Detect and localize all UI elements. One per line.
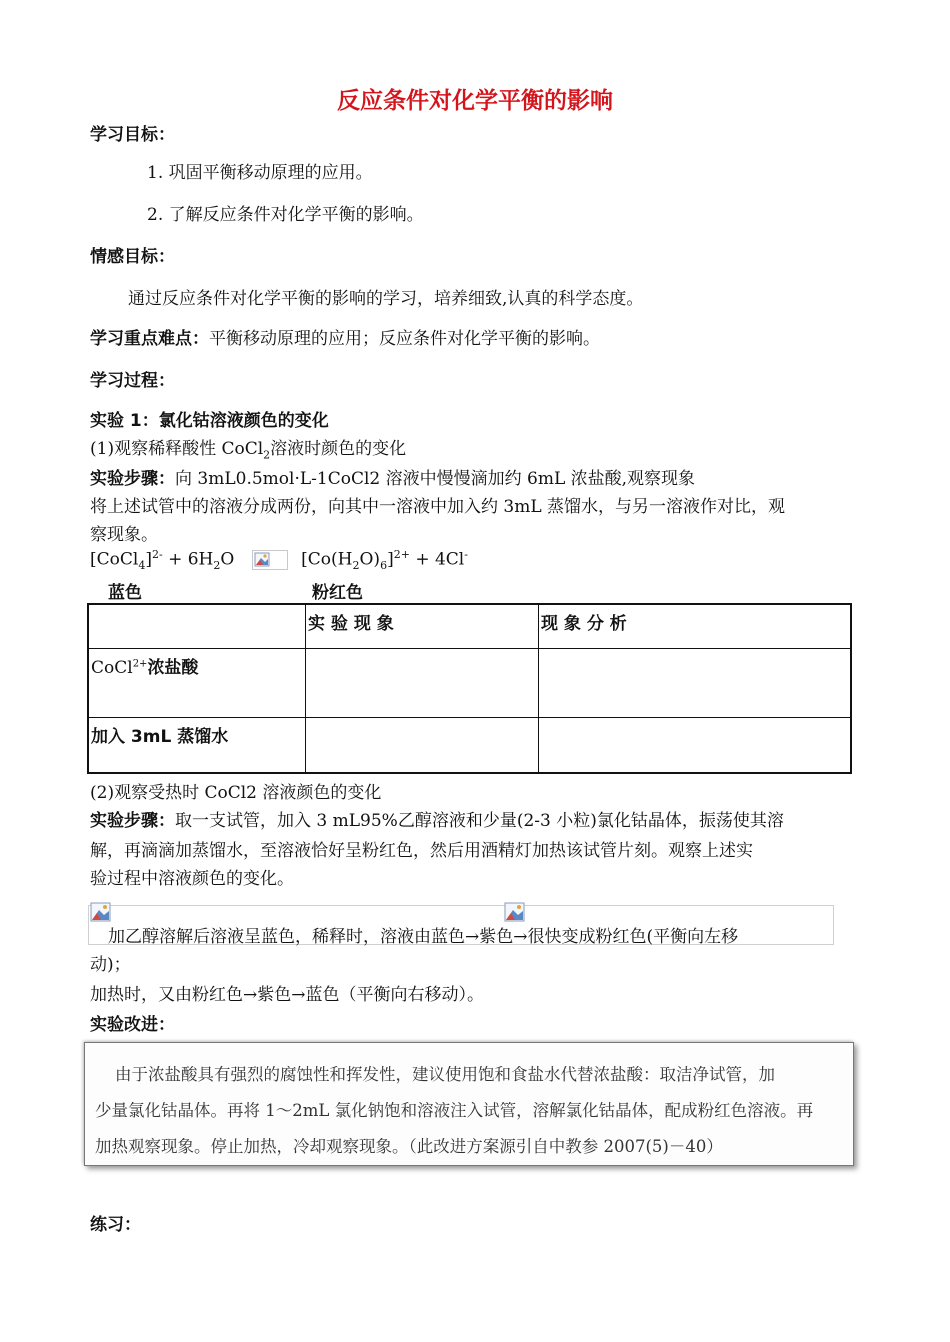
- table-header: 实 验 现 象: [306, 604, 539, 648]
- table-cell: [88, 648, 306, 717]
- eq-part: ]: [387, 549, 394, 570]
- observation-line: 加乙醇溶解后溶液呈蓝色，稀释时，溶液由蓝色→紫色→很快变成粉红色(平衡向左移: [108, 927, 739, 947]
- observation-line: 动)；: [90, 955, 131, 975]
- key-points: [90, 324, 600, 349]
- subscript: 2: [213, 559, 221, 573]
- goal-item: 2. 了解反应条件对化学平衡的影响。: [147, 205, 424, 225]
- table-cell: [539, 648, 852, 717]
- image-placeholder-icon: [90, 902, 112, 924]
- goals-heading: 学习目标：: [90, 125, 175, 145]
- superscript: 2+: [132, 657, 148, 669]
- color-blue-label: 蓝色: [108, 583, 142, 603]
- equilibrium-arrow-image-icon: [252, 550, 288, 570]
- emotion-heading: 情感目标：: [90, 247, 175, 267]
- key-points-heading: 学习重点难点：: [90, 329, 209, 349]
- exp1-steps2: [90, 806, 784, 831]
- exp1-sub1: [90, 434, 406, 461]
- note-line: 由于浓盐酸具有强烈的腐蚀性和挥发性，建议使用饱和食盐水代替浓盐酸：取洁净试管，加: [115, 1065, 775, 1084]
- eq-part: + 6H: [162, 549, 214, 570]
- key-points-text: 平衡移动原理的应用；反应条件对化学平衡的影响。: [209, 329, 600, 349]
- row-label: 浓盐酸: [147, 657, 199, 678]
- superscript: 2+: [393, 548, 410, 561]
- note-line: 少量氯化钴晶体。再将 1～2mL 氯化钠饱和溶液注入试管，溶解氯化钴晶体，配成粉红色溶液。再: [95, 1101, 814, 1120]
- table-row: [88, 648, 851, 717]
- eq-part: O): [359, 549, 381, 570]
- page-title: 反应条件对化学平衡的影响: [337, 88, 613, 114]
- steps-text: 向 3mL0.5mol·L-1CoCl2 溶液中慢慢滴加约 6mL 浓盐酸,观察现象: [175, 469, 696, 489]
- table-header: 现 象 分 析: [539, 604, 852, 648]
- observation-line: 加热时，又由粉红色→紫色→蓝色（平衡向右移动）。: [90, 985, 484, 1005]
- row-label: CoCl: [91, 657, 133, 678]
- emotion-text: 通过反应条件对化学平衡的影响的学习，培养细致,认真的科学态度。: [128, 289, 644, 309]
- steps-label: 实验步骤：: [90, 469, 175, 489]
- eq-part: O: [220, 549, 235, 570]
- subscript: 6: [380, 559, 388, 573]
- table-cell: [306, 648, 539, 717]
- table-row: [88, 717, 851, 773]
- table-cell: [539, 717, 852, 773]
- exp1-sub1-prefix: (1)观察稀释酸性 CoCl: [90, 439, 264, 459]
- exp1-sub2: (2)观察受热时 CoCl2 溶液颜色的变化: [90, 783, 382, 803]
- eq-part: + 4Cl: [409, 549, 465, 570]
- subscript: 4: [138, 559, 146, 573]
- eq-part: ]: [145, 549, 152, 570]
- table-cell: [88, 604, 306, 648]
- color-pink-label: 粉红色: [312, 583, 363, 603]
- eq-part: [CoCl: [90, 549, 139, 570]
- superscript: 2-: [151, 548, 163, 561]
- exp1-line2a: 将上述试管中的溶液分成两份，向其中一溶液中加入约 3mL 蒸馏水，与另一溶液作对比，观: [90, 497, 786, 517]
- exp1-sub1-suffix: 溶液时颜色的变化: [270, 439, 407, 459]
- table-cell: [306, 717, 539, 773]
- steps-label: 实验步骤：: [90, 811, 175, 831]
- improvement-note-image: [84, 1042, 854, 1166]
- process-heading: 学习过程：: [90, 371, 175, 391]
- subscript: 2: [263, 448, 271, 462]
- image-placeholder-icon: [504, 902, 526, 924]
- steps-text: 取一支试管，加入 3 mL95%乙醇溶液和少量(2-3 小粒)氯化钴晶体，振荡使其溶: [175, 811, 784, 831]
- exp1-heading: 实验 1：氯化钴溶液颜色的变化: [90, 411, 329, 431]
- improve-heading: 实验改进：: [90, 1015, 175, 1035]
- equilibrium-equation: [90, 548, 468, 572]
- exp1-steps2-line: 解，再滴滴加蒸馏水，至溶液恰好呈粉红色，然后用酒精灯加热该试管片刻。观察上述实: [90, 841, 753, 861]
- exp1-line2b: 察现象。: [90, 525, 158, 545]
- note-line: 加热观察现象。停止加热，冷却观察现象。（此改进方案源引自中教参 2007(5)－40）: [95, 1137, 723, 1156]
- eq-part: [Co(H: [301, 549, 353, 570]
- goal-item: 1. 巩固平衡移动原理的应用。: [147, 163, 373, 183]
- exp1-steps2-line: 验过程中溶液颜色的变化。: [90, 869, 294, 889]
- table-header-row: [88, 604, 851, 648]
- table-cell: 加入 3mL 蒸馏水: [88, 717, 306, 773]
- subscript: 2: [352, 559, 360, 573]
- practice-heading: 练习：: [90, 1215, 141, 1235]
- exp1-steps: [90, 464, 695, 489]
- experiment-table: [87, 603, 852, 774]
- superscript: -: [464, 548, 468, 561]
